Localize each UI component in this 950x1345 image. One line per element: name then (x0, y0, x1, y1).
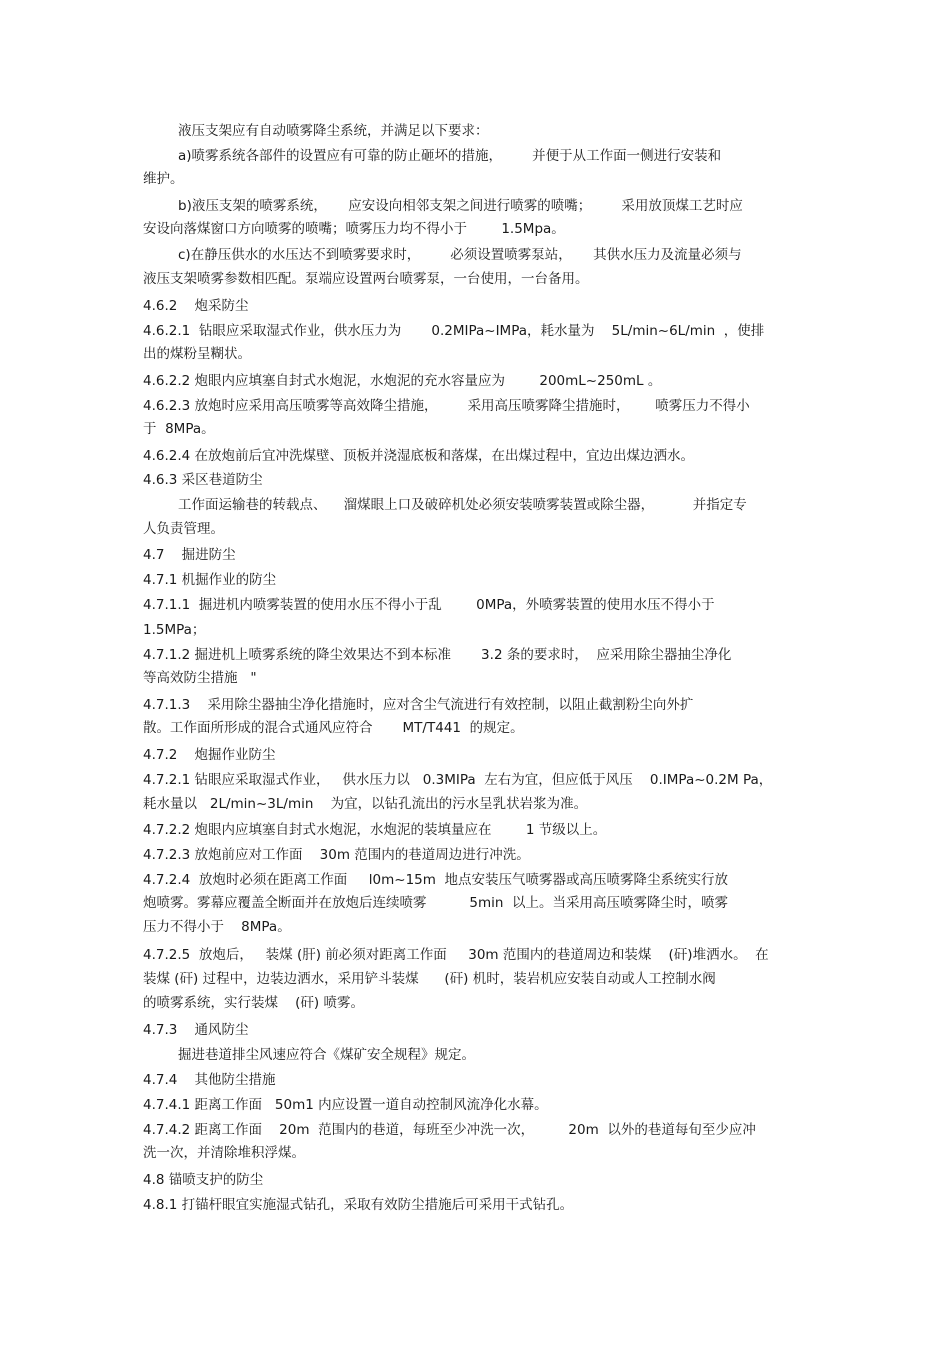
section-heading: 4.6.2 炮采防尘 (143, 298, 249, 314)
text-line: 散。工作面所形成的混合式通风应符合 MT/T441 的规定。 (143, 720, 524, 736)
text-line: 4.7.2.5 放炮后， 装煤 (肝) 前必须对距离工作面 30m 范围内的巷道周边和装煤 (矸)堆洒水。 在 (143, 947, 769, 963)
section-heading: 4.7.2 炮掘作业防尘 (143, 747, 276, 763)
text-line: a)喷雾系统各部件的设置应有可靠的防止砸坏的措施， 并便于从工作面一侧进行安装和 (178, 148, 722, 164)
text-line: 4.7.4.2 距离工作面 20m 范围内的巷道，每班至少冲洗一次， 20m 以外的巷道每旬至少应冲 (143, 1122, 756, 1138)
text-line: c)在静压供水的水压达不到喷雾要求时， 必须设置喷雾泵站， 其供水压力及流量必须与 (178, 247, 742, 263)
text-line: 安设向落煤窗口方向喷雾的喷嘴；喷雾压力均不得小于 1.5Mpa。 (143, 221, 565, 237)
text-line: 工作面运输巷的转载点、 溜煤眼上口及破碎机处必须安装喷雾装置或除尘器， 并指定专 (178, 497, 747, 513)
text-line: 4.7.1.3 采用除尘器抽尘净化措施时，应对含尘气流进行有效控制，以阻止截割粉尘向外扩 (143, 697, 694, 713)
section-heading: 4.7.3 通风防尘 (143, 1022, 249, 1038)
text-line: 耗水量以 2L/min~3L/min 为宜，以钻孔流出的污水呈乳状岩浆为准。 (143, 796, 588, 812)
text-line: 4.7.2.1 钻眼应采取湿式作业， 供水压力以 0.3MIPa 左右为宜，但应低于风压 0.IMPa~0.2M Pa， (143, 772, 773, 788)
text-line: 压力不得小于 8MPa。 (143, 919, 291, 935)
section-heading: 4.8 锚喷支护的防尘 (143, 1172, 264, 1188)
section-heading: 4.7 掘进防尘 (143, 547, 236, 563)
text-line: 人负责管理。 (143, 521, 224, 537)
text-line: 维护。 (143, 171, 184, 187)
text-line: 等高效防尘措施 " (143, 670, 257, 686)
text-line: 于 8MPa。 (143, 421, 215, 437)
section-heading: 4.6.3 采区巷道防尘 (143, 472, 263, 488)
text-line: 洗一次，并清除堆积浮煤。 (143, 1145, 305, 1161)
text-line: b)液压支架的喷雾系统， 应安设向相邻支架之间进行喷雾的喷嘴； 采用放顶煤工艺时应 (178, 198, 743, 214)
text-line: 4.7.2.3 放炮前应对工作面 30m 范围内的巷道周边进行冲洗。 (143, 847, 530, 863)
text-line: 液压支架喷雾参数相匹配。泵端应设置两台喷雾泵，一台使用，一台备用。 (143, 271, 589, 287)
text-line: 掘进巷道排尘风速应符合《煤矿安全规程》规定。 (178, 1047, 475, 1063)
text-line: 4.6.2.4 在放炮前后宜冲洗煤壁、顶板并浇湿底板和落煤，在出煤过程中，宜边出煤边洒水。 (143, 448, 695, 464)
text-line: 液压支架应有自动喷雾降尘系统，并满足以下要求： (178, 123, 489, 139)
text-line: 4.7.4.1 距离工作面 50m1 内应设置一道自动控制风流净化水幕。 (143, 1097, 548, 1113)
section-heading: 4.7.1 机掘作业的防尘 (143, 572, 277, 588)
section-heading: 4.7.4 其他防尘措施 (143, 1072, 276, 1088)
text-line: 4.8.1 打锚杆眼宜实施湿式钻孔，采取有效防尘措施后可采用干式钻孔。 (143, 1197, 574, 1213)
text-line: 4.7.1.2 掘进机上喷雾系统的降尘效果达不到本标准 3.2 条的要求时， 应采用除尘器抽尘净化 (143, 647, 732, 663)
text-line: 出的煤粉呈糊状。 (143, 346, 251, 362)
text-line: 4.6.2.3 放炮时应采用高压喷雾等高效降尘措施， 采用高压喷雾降尘措施时， 喷雾压力不得小 (143, 398, 750, 414)
text-line: 4.6.2.2 炮眼内应填塞自封式水炮泥，水炮泥的充水容量应为 200mL~250mL 。 (143, 373, 662, 389)
text-line: 4.7.2.2 炮眼内应填塞自封式水炮泥，水炮泥的装填量应在 1 节级以上。 (143, 822, 607, 838)
text-line: 炮喷雾。雾幕应覆盖全断面并在放炮后连续喷雾 5min 以上。当采用高压喷雾降尘时，喷雾 (143, 895, 729, 911)
text-line: 的喷雾系统，实行装煤 (矸) 喷雾。 (143, 995, 364, 1011)
text-line: 4.6.2.1 钻眼应采取湿式作业，供水压力为 0.2MIPa~IMPa，耗水量为 5L/min~6L/min ，使排 (143, 323, 765, 339)
text-line: 装煤 (矸) 过程中，边装边洒水，采用铲斗装煤 (矸) 机时，装岩机应安装自动或人工控制水阀 (143, 971, 716, 987)
text-line: 4.7.2.4 放炮时必须在距离工作面 l0m~15m 地点安装压气喷雾器或高压喷雾降尘系统实行放 (143, 872, 728, 888)
text-line: 4.7.1.1 掘进机内喷雾装置的使用水压不得小于乱 0MPa，外喷雾装置的使用水压不得小于 (143, 597, 715, 613)
text-line: 1.5MPa； (143, 622, 206, 638)
